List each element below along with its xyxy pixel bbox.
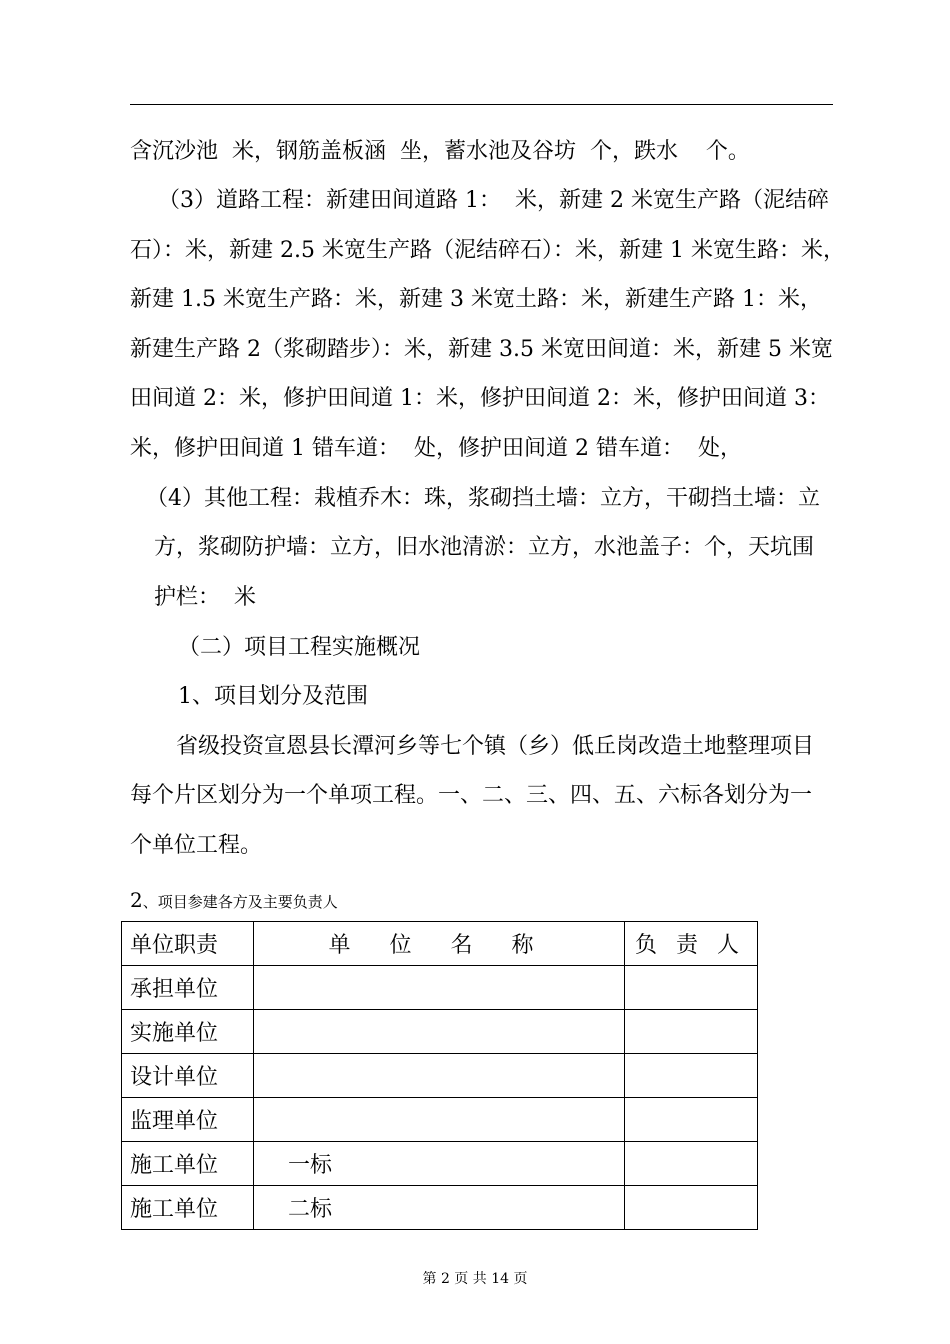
cell-name: 二标 xyxy=(254,1186,625,1230)
paragraph-line: 省级投资宣恩县长潭河乡等七个镇（乡）低丘岗改造土地整理项目 xyxy=(176,734,815,759)
paragraph-line: 个单位工程。 xyxy=(130,833,263,858)
paragraph-line: 方，浆砌防护墙：立方，旧水池清淤：立方，水池盖子：个，天坑围 xyxy=(154,535,815,560)
subsection-heading: 1、项目划分及范围 xyxy=(178,684,368,709)
section-heading: （二）项目工程实施概况 xyxy=(178,635,421,660)
paragraph-line: 护栏： 米 xyxy=(154,585,256,610)
table-row xyxy=(122,1186,758,1230)
cell-name xyxy=(254,1098,625,1142)
table-row xyxy=(122,1098,758,1142)
cell-person xyxy=(625,1098,758,1142)
cell-person xyxy=(625,1186,758,1230)
cell-name: 一标 xyxy=(254,1142,625,1186)
paragraph-line: 含沉沙池 米，钢筋盖板涵 坐，蓄水池及谷坊 个，跌水 个。 xyxy=(130,139,750,164)
cell-name xyxy=(254,1010,625,1054)
table-caption-number: 2 xyxy=(130,888,143,912)
table-header-row xyxy=(122,922,758,966)
cell-role: 实施单位 xyxy=(122,1010,254,1054)
table-row xyxy=(122,1054,758,1098)
header-rule xyxy=(130,104,833,105)
cell-person xyxy=(625,1142,758,1186)
paragraph-line: 米，修护田间道 1 错车道： 处，修护田间道 2 错车道： 处， xyxy=(130,436,742,461)
cell-name xyxy=(254,966,625,1010)
cell-person xyxy=(625,1010,758,1054)
cell-role: 施工单位 xyxy=(122,1186,254,1230)
cell-role: 监理单位 xyxy=(122,1098,254,1142)
table-row xyxy=(122,1010,758,1054)
participants-table xyxy=(121,921,758,1230)
table-caption xyxy=(130,888,338,914)
header-cell-name: 单 位 名 称 xyxy=(254,922,625,966)
cell-role: 设计单位 xyxy=(122,1054,254,1098)
paragraph-line: （4）其他工程：栽植乔木：珠，浆砌挡土墙：立方，干砌挡土墙：立 xyxy=(146,486,820,511)
paragraph-line: 石）：米，新建 2.5 米宽生产路（泥结碎石）：米，新建 1 米宽生路：米， xyxy=(130,238,845,263)
paragraph-line: （3）道路工程：新建田间道路 1： 米，新建 2 米宽生产路（泥结碎 xyxy=(158,188,829,213)
cell-name xyxy=(254,1054,625,1098)
paragraph-line: 田间道 2：米，修护田间道 1：米，修护田间道 2：米，修护田间道 3： xyxy=(130,386,830,411)
header-cell-person: 负 责 人 xyxy=(625,922,758,966)
paragraph-line: 新建 1.5 米宽生产路：米，新建 3 米宽土路：米，新建生产路 1：米， xyxy=(130,287,822,312)
cell-person xyxy=(625,966,758,1010)
cell-role: 承担单位 xyxy=(122,966,254,1010)
table-caption-text: 、项目参建各方及主要负责人 xyxy=(142,893,338,911)
table-row xyxy=(122,1142,758,1186)
paragraph-line: 新建生产路 2（浆砌踏步）：米，新建 3.5 米宽田间道：米，新建 5 米宽 xyxy=(130,337,833,362)
page-footer: 第 2 页 共 14 页 xyxy=(422,1271,528,1287)
header-cell-role: 单位职责 xyxy=(122,922,254,966)
table-row xyxy=(122,966,758,1010)
cell-person xyxy=(625,1054,758,1098)
paragraph-line: 每个片区划分为一个单项工程。一、二、三、四、五、六标各划分为一 xyxy=(130,783,813,808)
cell-role: 施工单位 xyxy=(122,1142,254,1186)
